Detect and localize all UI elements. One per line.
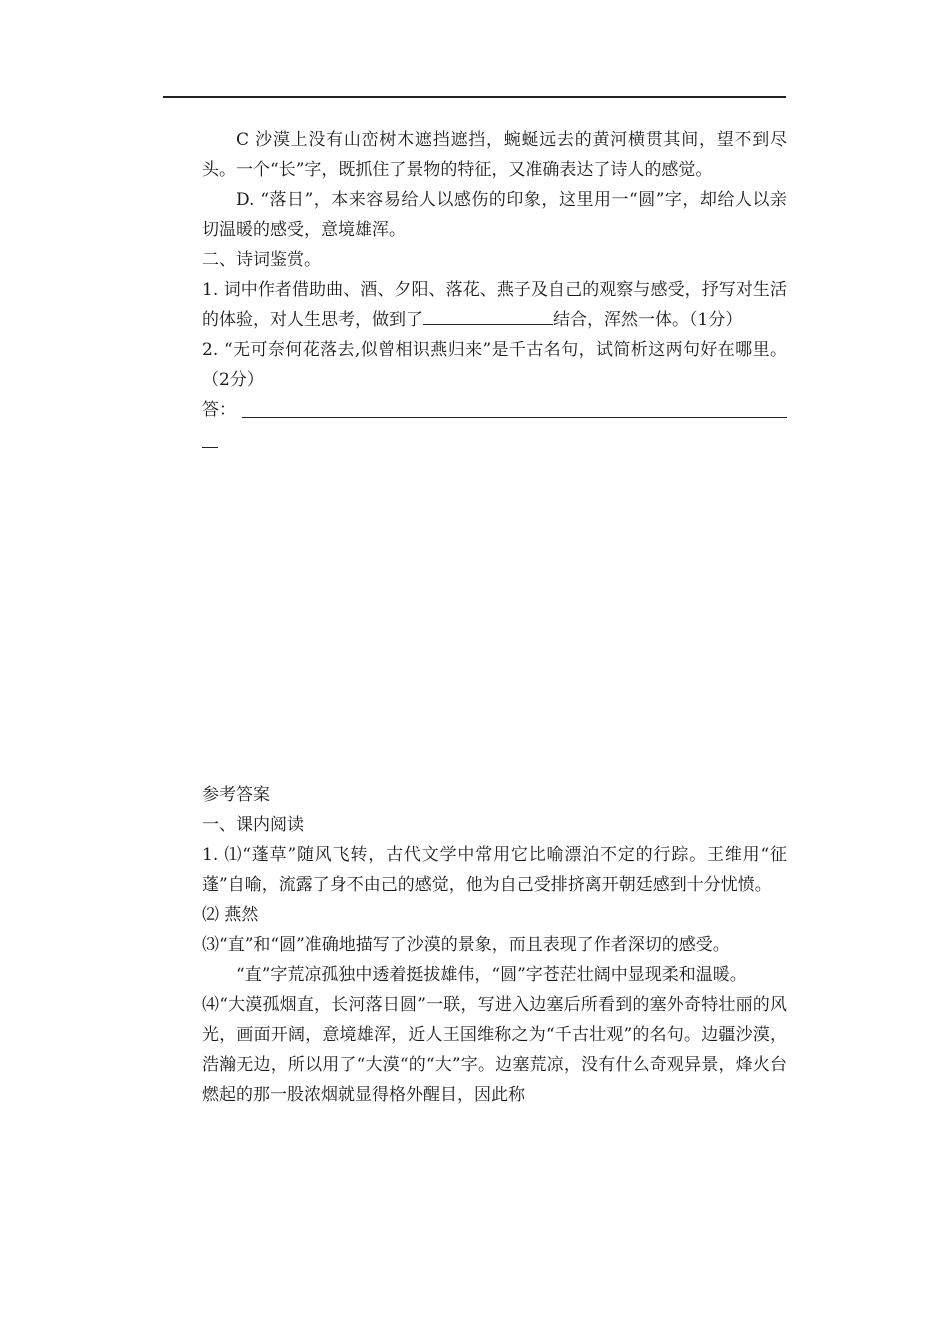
answer-label: 答：: [202, 400, 236, 420]
answer-area: [202, 395, 787, 455]
answer-1-3: ⑶“直”和“圆”准确地描写了沙漠的景象，而且表现了作者深切的感受。: [202, 935, 730, 955]
answer-1-4: ⑷“大漠孤烟直，长河落日圆”一联，写进入边塞后所看到的塞外奇特壮丽的风光，画面开阔，意境雄浑，近人王国维称之为“千古壮观”的名句。边疆沙漠，浩瀚无边，所以用了“大漠“的“大”字。边塞荒凉，没有什么奇观异景，烽火台燃起的那一股浓烟就显得格外醒目，因此称: [202, 995, 787, 1105]
answer-1-2: ⑵ 燕然: [202, 905, 259, 925]
header-rule: [163, 96, 786, 98]
answer-underline-continued: [202, 447, 218, 448]
question-2: 2. “无可奈何花落去,似曾相识燕归来”是千古名句，试简析这两句好在哪里。（2分）: [202, 340, 787, 390]
answers-section: [202, 780, 787, 1110]
section-heading-poetry: 二、诗词鉴赏。: [202, 250, 321, 270]
question-1-text-before: 1. 词中作者借助曲、酒、夕阳、落花、燕子及自己的观察与感受，抒写对生活的体验，对人生思考，做到了: [202, 280, 787, 330]
question-1-blank: [423, 306, 553, 325]
question-1-text-after: 结合，浑然一体。（1分）: [553, 310, 743, 330]
answers-title: 参考答案: [202, 785, 270, 805]
answer-underline: [242, 417, 787, 418]
option-d: D. “落日”，本来容易给人以感伤的印象，这里用一“圆”字，却给人以亲切温暖的感受，意境雄浑。: [202, 190, 787, 240]
question-1: [202, 275, 787, 335]
answer-1-1: 1. ⑴“蓬草”随风飞转，古代文学中常用它比喻漂泊不定的行踪。王维用“征蓬”自喻，流露了身不由己的感觉，他为自己受排挤离开朝廷感到十分忧愤。: [202, 845, 787, 895]
answer-1-3-explanation: “直”字荒凉孤独中透着挺拔雄伟，“圆”字苍茫壮阔中显现柔和温暖。: [236, 965, 747, 985]
option-c: C 沙漠上没有山峦树木遮挡遮挡，蜿蜒远去的黄河横贯其间，望不到尽头。一个“长”字，既抓住了景物的特征，又准确表达了诗人的感觉。: [202, 130, 787, 180]
exercise-section: [202, 125, 787, 455]
answers-heading-reading: 一、课内阅读: [202, 815, 304, 835]
